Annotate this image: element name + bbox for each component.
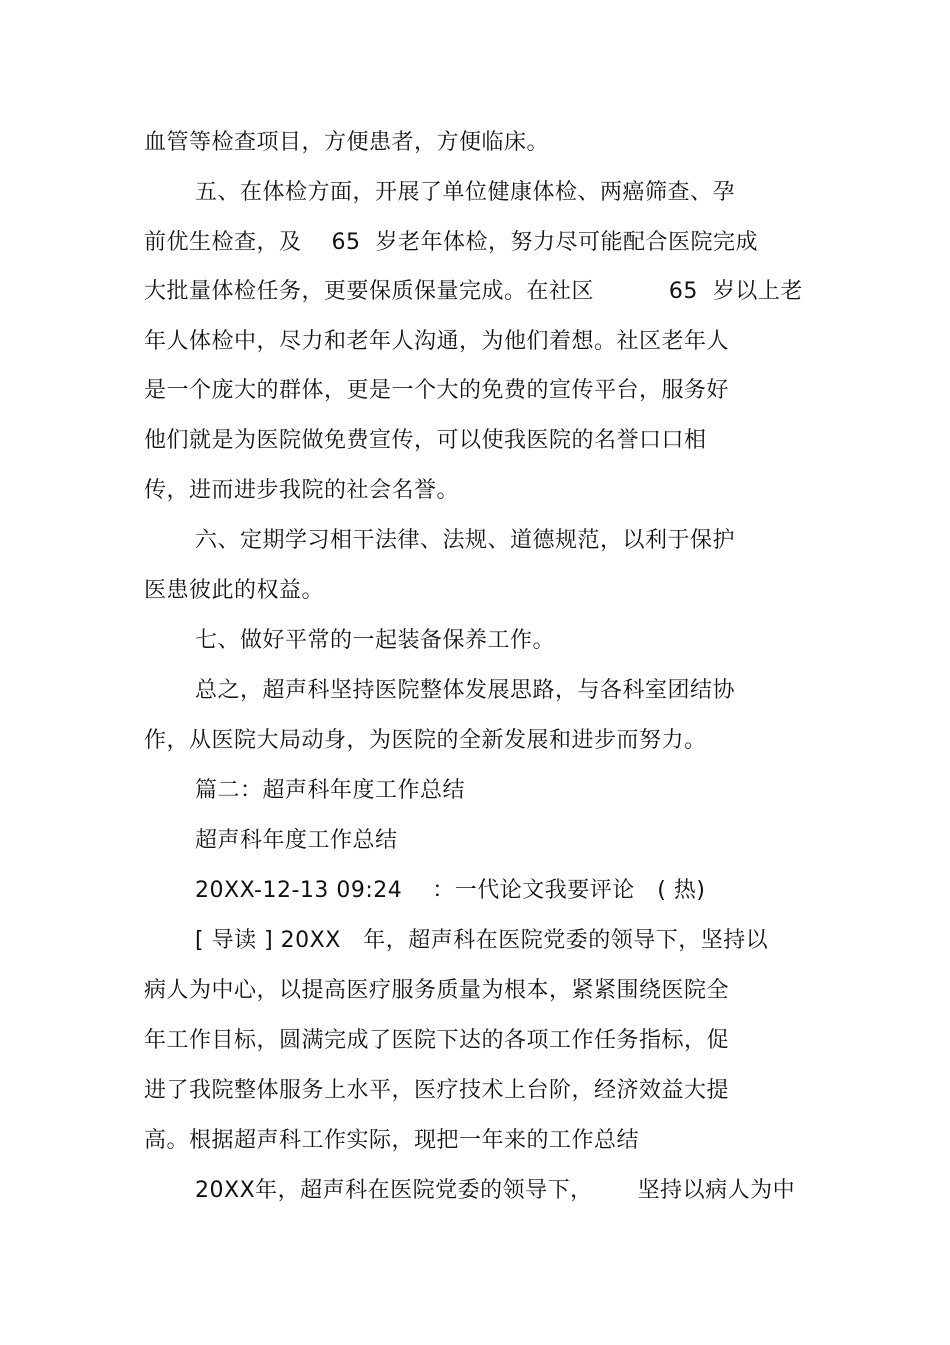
text-line: [ 导读 ] 20XX 年，超声科在医院党委的领导下，坚持以 (195, 928, 769, 953)
text-line: 作，从医院大局动身，为医院的全新发展和进步而努力。 (144, 728, 707, 753)
text-line: 年人体检中，尽力和老年人沟通，为他们着想。社区老年人 (144, 329, 730, 354)
article-meta: 20XX-12-13 09:24 ：一代论文我要评论 ( 热) (195, 878, 706, 903)
text-line: 传，进而进步我院的社会名誉。 (144, 478, 460, 503)
text-line: 总之，超声科坚持医院整体发展思路，与各科室团结协 (195, 678, 736, 703)
text-line: 他们就是为医院做免费宣传，可以使我医院的名誉口口相 (144, 428, 707, 453)
text-line: 五、在体检方面，开展了单位健康体检、两癌筛查、孕 (195, 180, 736, 205)
text-line: 六、定期学习相干法律、法规、道德规范，以利于保护 (195, 528, 736, 553)
text-line: 病人为中心，以提高医疗服务质量为根本，紧紧围绕医院全 (144, 978, 730, 1003)
text-line: 年工作目标，圆满完成了医院下达的各项工作任务指标，促 (144, 1028, 730, 1053)
text-line: 医患彼此的权益。 (144, 578, 325, 603)
text-line: 是一个庞大的群体，更是一个大的免费的宣传平台，服务好 (144, 378, 730, 403)
text-line: 血管等检查项目，方便患者，方便临床。 (144, 130, 550, 155)
article-title: 超声科年度工作总结 (195, 828, 398, 853)
section-heading: 篇二：超声科年度工作总结 (195, 778, 466, 803)
text-line: 七、做好平常的一起装备保养工作。 (195, 628, 556, 653)
text-line: 大批量体检任务，更要保质保量完成。在社区 65 岁以上老 (144, 279, 803, 304)
text-line: 前优生检查，及 65 岁老年体检，努力尽可能配合医院完成 (144, 230, 758, 255)
text-line: 高。根据超声科工作实际，现把一年来的工作总结 (144, 1128, 640, 1153)
text-line: 20XX年，超声科在医院党委的领导下， 坚持以病人为中 (195, 1178, 796, 1203)
text-line: 进了我院整体服务上水平，医疗技术上台阶，经济效益大提 (144, 1078, 730, 1103)
